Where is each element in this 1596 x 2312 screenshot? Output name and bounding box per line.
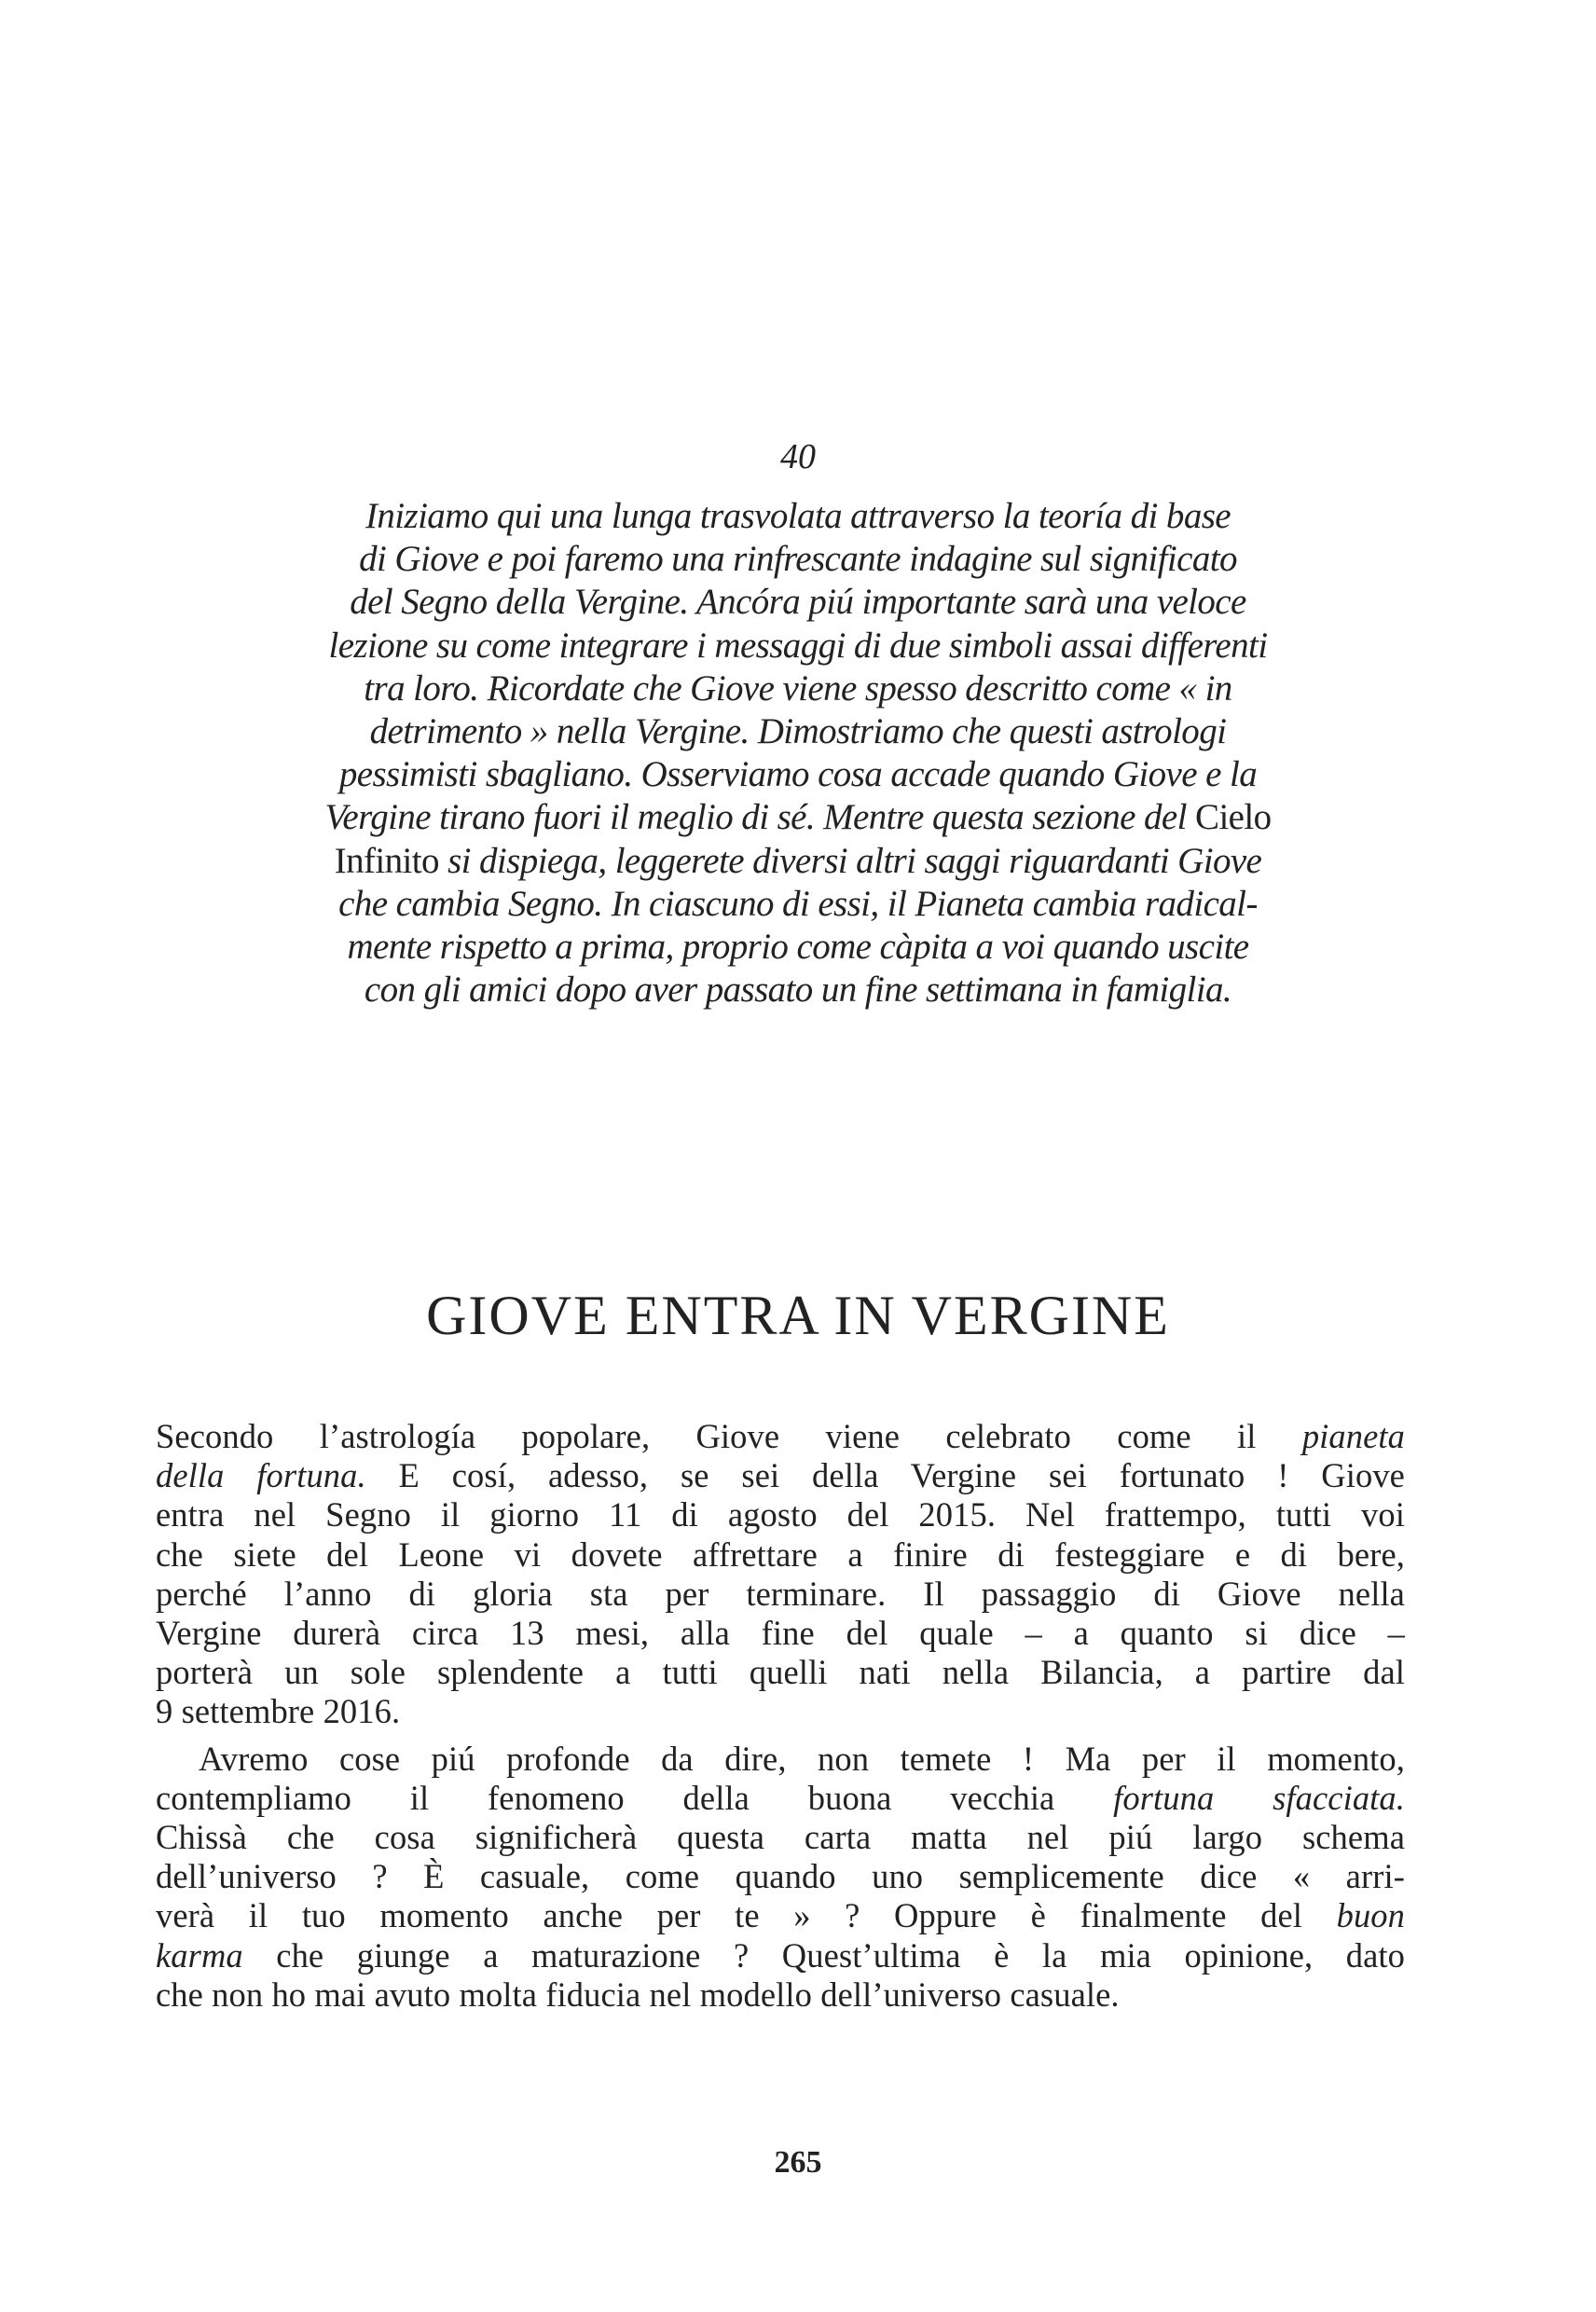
epigraph-text: mente rispetto a prima, proprio come càpita a voi quando uscite — [347, 927, 1249, 968]
body-text-run: Secondo l’astrología popolare, Giove viene celebrato come il — [156, 1417, 1302, 1455]
epigraph-line — [214, 667, 1382, 710]
body-text-run: Vergine durerà circa 13 mesi, alla fine del quale – a quanto si dice – — [156, 1614, 1405, 1653]
epigraph-line — [214, 753, 1382, 796]
body-line — [156, 1614, 1405, 1653]
body-line — [156, 1818, 1405, 1857]
epigraph-text: tra loro. Ricordate che Giove viene spesso descritto come « in — [364, 667, 1232, 709]
body-line — [156, 1740, 1405, 1779]
page-number: 265 — [774, 2145, 822, 2180]
body-line — [156, 1692, 1405, 1731]
body-paragraph — [156, 1417, 1405, 1732]
epigraph-text: con gli amici dopo aver passato un fine settimana in famiglia. — [364, 970, 1232, 1011]
epigraph-line — [214, 625, 1382, 667]
body-text-run: che non ho mai avuto molta fiducia nel modello dell’universo casuale. — [156, 1975, 1120, 2014]
epigraph-text: che cambia Segno. In ciascuno di essi, il Pianeta cambia radical- — [338, 883, 1258, 924]
epigraph-line — [214, 538, 1382, 581]
body-line — [156, 1779, 1405, 1818]
body-line — [156, 1857, 1405, 1896]
body-line — [156, 1936, 1405, 1975]
chapter-title: GIOVE ENTRA IN VERGINE — [426, 1285, 1170, 1346]
epigraph-text: detrimento » nella Vergine. Dimostriamo che questi astrologi — [369, 711, 1227, 752]
epigraph-line — [214, 796, 1382, 839]
emphasis-text: buon — [1336, 1896, 1405, 1935]
epigraph-line — [214, 495, 1382, 538]
emphasis-text: pianeta — [1301, 1417, 1405, 1455]
epigraph-text: del Segno della Vergine. Ancóra piú importante sarà una veloce — [350, 582, 1246, 623]
body-text-run: perché l’anno di gloria sta per terminare. Il passaggio di Giove nella — [156, 1574, 1405, 1613]
body-line — [156, 1417, 1405, 1456]
emphasis-text: fortuna sfacciata. — [1113, 1778, 1405, 1817]
epigraph-text: Vergine tirano fuori il meglio di sé. Mentre questa sezione del — [324, 797, 1196, 838]
epigraph-text: Iniziamo qui una lunga trasvolata attraverso la teoría di base — [365, 496, 1231, 536]
body-paragraph — [156, 1740, 1405, 2015]
epigraph-text: di Giove e poi faremo una rinfrescante indagine sul significato — [359, 539, 1237, 580]
epigraph-line — [214, 926, 1382, 969]
body-text-run: 9 settembre 2016. — [156, 1692, 401, 1731]
epigraph-line — [214, 969, 1382, 1012]
epigraph-line — [214, 840, 1382, 883]
epigraph-line — [214, 883, 1382, 926]
body-text-run: E cosí, adesso, se sei della Vergine sei fortunato ! Giove — [365, 1456, 1405, 1495]
body-line — [156, 1653, 1405, 1692]
body-text-run: verà il tuo momento anche per te » ? Oppure è finalmente del — [156, 1896, 1337, 1935]
epigraph-number: 40 — [780, 437, 816, 476]
body-text-run: Avremo cose piú profonde da dire, non temete ! Ma per il momento, — [199, 1739, 1405, 1778]
body-line — [156, 1575, 1405, 1614]
emphasis-text: karma — [156, 1935, 243, 1975]
body-line — [156, 1456, 1405, 1495]
body-text-run: entra nel Segno il giorno 11 di agosto del 2015. Nel frattempo, tutti voi — [156, 1495, 1405, 1534]
body-text-run: contempliamo il fenomeno della buona vecchia — [156, 1778, 1114, 1817]
body-text-run: porterà un sole splendente a tutti quelli nati nella Bilancia, a partire dal — [156, 1653, 1405, 1692]
body-text-run: che giunge a maturazione ? Quest’ultima è la mia opinione, dato — [242, 1935, 1405, 1975]
body-line — [156, 1495, 1405, 1534]
epigraph-text: lezione su come integrare i messaggi di due simboli assai differenti — [328, 625, 1268, 666]
epigraph-title-reference: Infinito — [334, 840, 439, 881]
epigraph-text: si dispiega, leggerete diversi altri saggi riguardanti Giove — [438, 840, 1262, 881]
body-text — [156, 1417, 1405, 2015]
epigraph-text: pessimisti sbagliano. Osserviamo cosa accade quando Giove e la — [338, 754, 1258, 795]
body-line — [156, 1896, 1405, 1935]
body-text-run: Chissà che cosa significherà questa carta matta nel piú largo schema — [156, 1818, 1405, 1857]
epigraph-block — [214, 495, 1382, 1012]
body-line — [156, 1975, 1405, 2015]
epigraph-line — [214, 710, 1382, 753]
emphasis-text: della fortuna. — [156, 1456, 366, 1495]
body-text-run: che siete del Leone vi dovete affrettare a finire di festeggiare e di bere, — [156, 1534, 1405, 1574]
body-line — [156, 1535, 1405, 1575]
epigraph-title-reference: Cielo — [1195, 797, 1272, 838]
epigraph-line — [214, 581, 1382, 624]
body-text-run: dell’universo ? È casuale, come quando uno semplicemente dice « arri- — [156, 1857, 1405, 1896]
